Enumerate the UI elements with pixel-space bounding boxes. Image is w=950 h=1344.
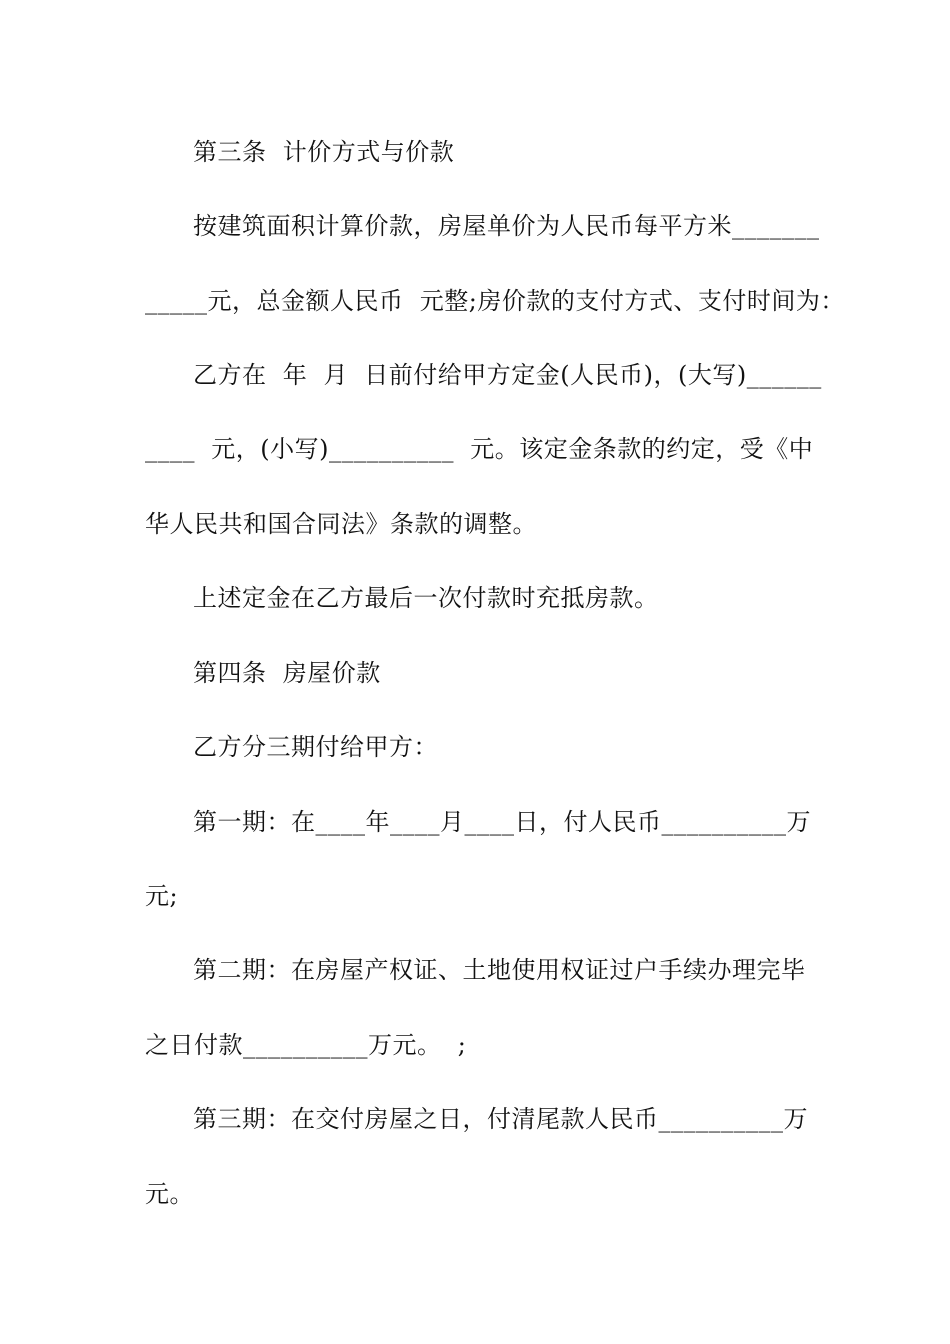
- text-line: 乙方分三期付给甲方：: [193, 733, 438, 761]
- text-line: 第一期：在____年____月____日，付人民币__________万: [193, 808, 811, 836]
- article-3-heading: 第三条 计价方式与价款: [193, 138, 455, 166]
- text-line: 元;: [145, 882, 179, 910]
- article-4-heading: 第四条 房屋价款: [193, 659, 381, 687]
- text-line: 华人民共和国合同法》条款的调整。: [145, 510, 537, 538]
- text-line: 第三期：在交付房屋之日，付清尾款人民币__________万: [193, 1105, 808, 1133]
- text-line: _____元，总金额人民币 元整;房价款的支付方式、支付时间为：: [145, 287, 845, 315]
- text-line: 乙方在 年 月 日前付给甲方定金(人民币)，(大写)______: [193, 361, 822, 389]
- text-line: 上述定金在乙方最后一次付款时充抵房款。: [193, 584, 659, 612]
- text-line: 第二期：在房屋产权证、土地使用权证过户手续办理完毕: [193, 956, 806, 984]
- text-line: 按建筑面积计算价款，房屋单价为人民币每平方米_______: [193, 212, 820, 240]
- text-line: ____ 元，(小写)__________ 元。该定金条款的约定，受《中: [145, 435, 814, 463]
- text-line: 之日付款__________万元。 ;: [145, 1031, 467, 1059]
- text-line: 元。: [145, 1180, 194, 1208]
